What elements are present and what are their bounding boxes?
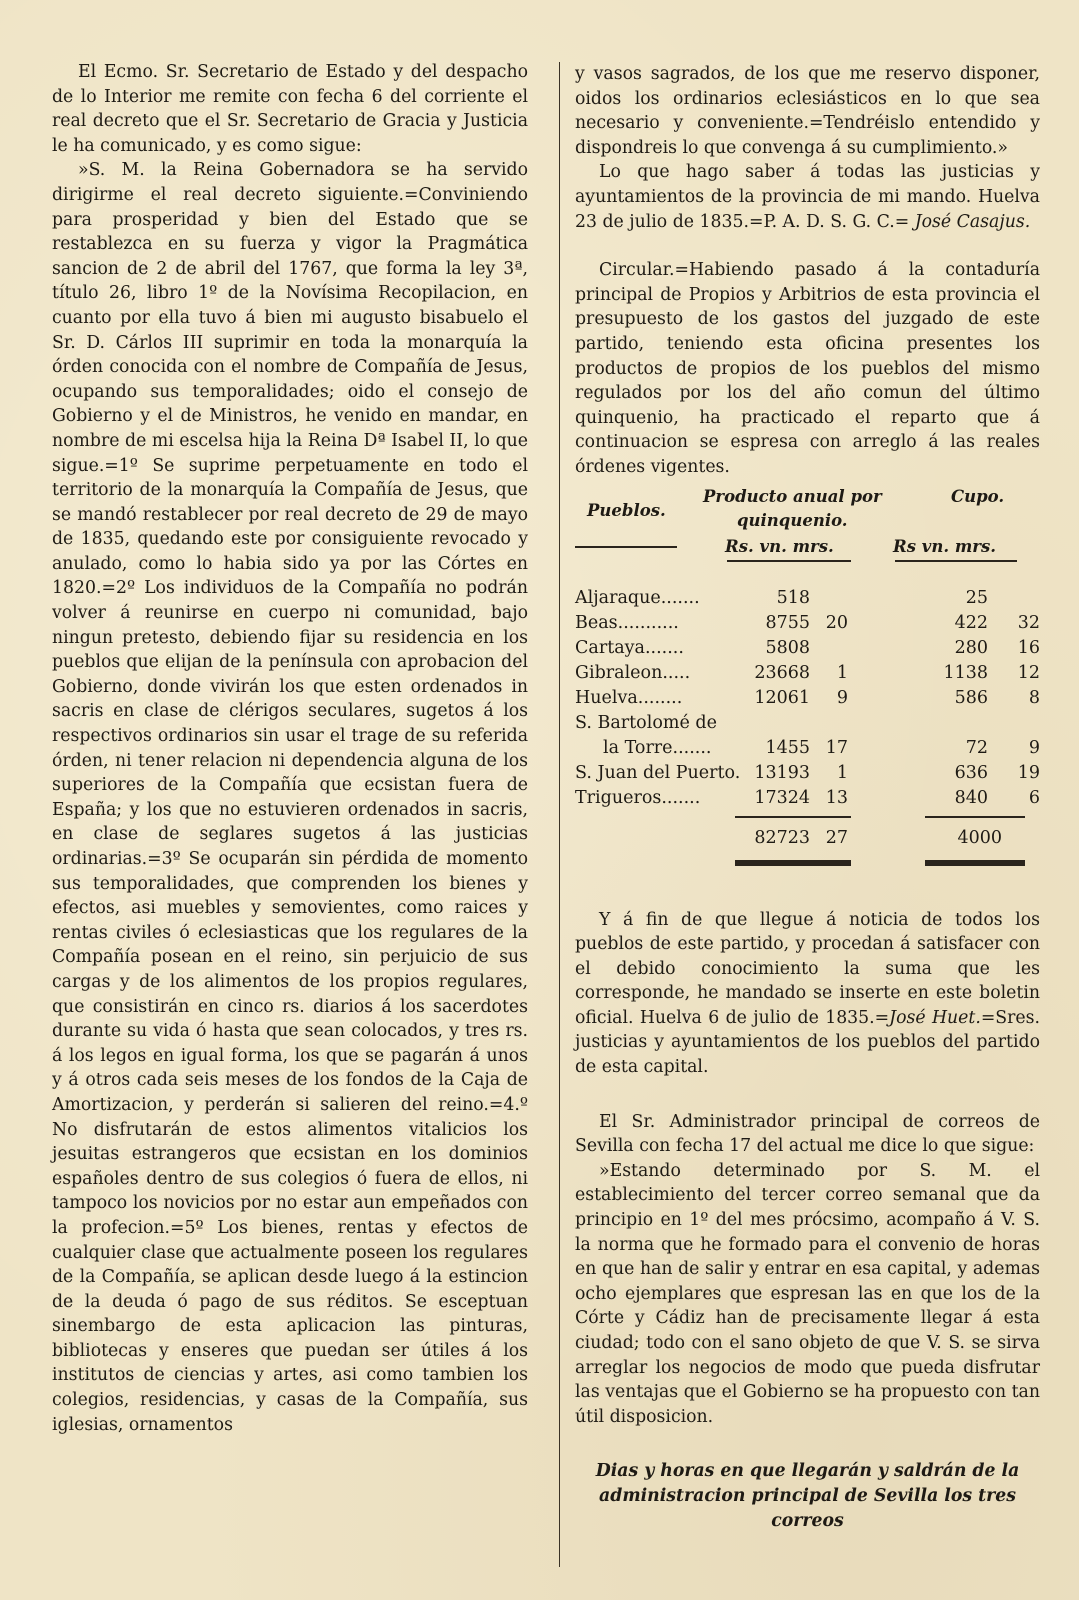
cupo-mrs: 19 [1017,762,1040,783]
cupo-rs: 422 [954,612,988,633]
cupo-mrs: 9 [1028,737,1040,758]
subheader-rs-vn-mrs-cupo: Rs vn. mrs. [893,536,997,556]
table-row [575,736,1040,761]
cupo-rs: 72 [965,737,988,758]
producto-rs: 17324 [754,787,810,808]
cupo-mrs: 32 [1017,612,1040,633]
header-rule [895,560,1017,562]
paragraph-publication-notice [575,908,1040,1080]
pueblo-name: Huelva........ [575,687,683,708]
producto-mrs: 13 [825,787,848,808]
distribution-table [575,486,1040,876]
table-row [575,611,1040,636]
producto-mrs: 17 [825,737,848,758]
header-producto-line2: quinquenio. [737,510,848,530]
spacer [575,1429,1040,1459]
pueblo-name: S. Bartolomé de [575,712,717,733]
producto-mrs: 20 [825,612,848,633]
table-row [575,686,1040,711]
pueblo-name: Trigueros....... [575,787,701,808]
heading-dias-y-horas: Dias y horas en que llegarán y saldrán de la administracion principal de Sevilla los tres correos [595,1461,1020,1531]
right-column [575,62,1040,1533]
producto-rs: 5808 [765,637,810,658]
header-pueblos: Pueblos. [587,500,666,520]
producto-rs: 8755 [765,612,810,633]
signature-huet: José Huet. [889,1007,981,1028]
spacer [575,1080,1040,1110]
header-producto-line1: Producto anual por [703,486,882,506]
producto-rs: 12061 [754,687,810,708]
cupo-rs: 586 [954,687,988,708]
producto-rs: 13193 [754,762,810,783]
signature-casajus: José Casajus. [914,211,1031,232]
table-row [575,761,1040,786]
closing-thick-rule [735,860,851,866]
table-row [575,586,1040,611]
header-rule [575,546,677,548]
table-row [575,711,1040,736]
producto-mrs: 1 [836,762,848,783]
closing-thick-rule [925,860,1025,866]
producto-mrs: 1 [836,662,848,683]
producto-mrs: 9 [836,687,848,708]
cupo-mrs: 16 [1017,637,1040,658]
cupo-rs: 636 [954,762,988,783]
table-row [575,636,1040,661]
cupo-mrs: 12 [1017,662,1040,683]
total-rule [925,816,1025,818]
pueblo-name: Beas........... [575,612,679,633]
cupo-rs: 840 [954,787,988,808]
cupo-rs: 25 [965,587,988,608]
table-total-row [575,826,1040,851]
cupo-mrs: 6 [1028,787,1040,808]
producto-rs: 23668 [754,662,810,683]
total-rule [735,816,851,818]
pueblo-name: la Torre....... [603,737,712,758]
pueblo-name: S. Juan del Puerto. [575,762,741,783]
cupo-rs: 1138 [943,662,988,683]
cupo-mrs: 8 [1028,687,1040,708]
paragraph-decree-intro: El Ecmo. Sr. Secretario de Estado y del despacho de lo Interior me remite con fecha 6 del corriente el real decreto que el Sr. Secretario de Gracia y Justicia le ha comunicado, y es como sigue: [52,62,528,156]
paragraph-decree-continuation: y vasos sagrados, de los que me reservo disponer, oidos los ordinarios eclesiásticos en lo que sea necesario y conveniente.=Tendréislo entendido y dispondreis lo que convenga á su cumplimiento.» [575,64,1040,158]
producto-rs: 518 [776,587,810,608]
spacer [575,234,1040,258]
header-cupo: Cupo. [951,486,1005,506]
huelva-notice-text: Lo que hago saber á todas las justicias y ayuntamientos de la provincia de mi mando. Huelva 23 de julio de 1835.=P. A. D. S. G. C.= [575,162,1040,232]
total-producto-mrs: 27 [825,827,848,848]
cupo-rs: 280 [954,637,988,658]
header-rule [727,560,851,562]
paragraph-huelva-notice [575,160,1040,234]
pueblo-name: Gibraleon..... [575,662,691,683]
left-column [52,60,528,1437]
column-divider [559,62,560,1567]
total-producto-rs: 82723 [754,827,810,848]
table-row [575,786,1040,811]
total-cupo: 4000 [957,827,1002,848]
producto-rs: 1455 [765,737,810,758]
subheader-rs-vn-mrs-producto: Rs. vn. mrs. [725,536,834,556]
table-row [575,661,1040,686]
paragraph-correos-intro: El Sr. Administrador principal de correos de Sevilla con fecha 17 del actual me dice lo que sigue: [575,1111,1040,1157]
paragraph-circular: Circular.=Habiendo pasado á la contaduría principal de Propios y Arbitrios de esta provincia el presupuesto de los gastos del juzgado de este partido, teniendo esta oficina presentes los productos de propios de los pueblos del mismo regulados por los del año comun del último quinquenio, ha practicado el reparto que á continuacion se espresa con arreglo á las reales órdenes vigentes. [575,260,1040,477]
spacer [575,876,1040,908]
publication-notice-text: Y á fin de que llegue á noticia de todos los pueblos de este partido, y procedan á satisfacer con el debido conocimiento la suma que les corresponde, he mandado se inserte en este boletin oficial. Huelva 6 de julio de 1835.= [575,909,1040,1028]
publication-notice-tail: =Sres. justicias y ayuntamientos de los pueblos del partido de esta capital. [575,1007,1040,1078]
paragraph-correos-letter: »Estando determinado por S. M. el establecimiento del tercer correo semanal que da principio en 1º del mes prócsimo, acompaño á V. S. la norma que he formado para el convenio de horas en que han de salir y entrar en esa capital, y ademas ocho ejemplares que espresan las en que los de la Córte y Cádiz han de precisamente llegar á esta ciudad; todo con el sano objeto de que V. S. se sirva arreglar los negocios de modo que pueda disfrutar las ventajas que el Gobierno se ha propuesto con tan útil disposicion. [575,1160,1040,1427]
pueblo-name: Aljaraque....... [575,587,700,608]
paragraph-royal-decree: »S. M. la Reina Gobernadora se ha servido dirigirme el real decreto siguiente.=Conviniendo para prosperidad y bien del Estado que se restablezca en su fuerza y vigor la Pragmática sancion de 2 de abril del 1767, que forma la ley 3ª, título 26, libro 1º de la Novísima Recopilacion, en cuanto por ella tuvo á bien mi augusto bisabuelo el Sr. D. Cárlos III suprimir en toda la monarquía la órden conocida con el nombre de Compañía de Jesus, ocupando sus temporalidades; oido el consejo de Gobierno y el de Ministros, he venido en mandar, en nombre de mi escelsa hija la Reina Dª Isabel II, lo que sigue.=1º Se suprime perpetuamente en todo el territorio de la monarquía la Compañía de Jesus, que se mandó restablecer por real decreto de 29 de mayo de 1835, quedando este por consiguiente revocado y anulado, como lo habia sido ya por las Córtes en 1820.=2º Los individuos de la Compañía no podrán volver á reunirse en cuerpo ni comunidad, bajo ningun pretesto, debiendo fijar su residencia en los pueblos que elijan de la península con aprobacion del Gobierno, donde vivirán los que esten ordenados in sacris en clase de clérigos seculares, sugetos á los respectivos ordinarios sin usar el trage de su referida órden, ni tener relacion ni dependencia alguna de los superiores de la Compañía que ecsistan fuera de España; y los que no estuvieren ordenados in sacris, en clase de seglares sugetos á las justicias ordinarias.=3º Se ocuparán sin pérdida de momento sus temporalidades, que comprenden los bienes y efectos, asi muebles y semovientes, como raices y rentas civiles ó eclesiasticas que los regulares de la Compañía posean en el reino, sin perjuicio de sus cargas y de los alimentos de los propios regulares, que consistirán en cinco rs. diarios á los sacerdotes durante su vida ó hasta que sean colocados, y tres rs. á los legos en igual forma, los que se pagarán á unos y á otros cada seis meses de los fondos de la Caja de Amortizacion, y perderán si salieren del reino.=4.º No disfrutarán de estos alimentos vitalicios los jesuitas estrangeros que ecsistan en los dominios españoles dentro de sus colegios ó fuera de ellos, ni tampoco los novicios por no estar aun empeñados con la profecion.=5º Los bienes, rentas y efectos de cualquier clase que actualmente poseen los regulares de la Compañía, se aplican desde luego á la estincion de la deuda ó pago de sus réditos. Se esceptuan sinembargo de esta aplicacion las pinturas, bibliotecas y enseres que puedan ser útiles á los institutos de ciencias y artes, asi como tambien los colegios, residencias, y casas de la Compañía, sus iglesias, ornamentos [52,160,528,1435]
pueblo-name: Cartaya....... [575,637,684,658]
